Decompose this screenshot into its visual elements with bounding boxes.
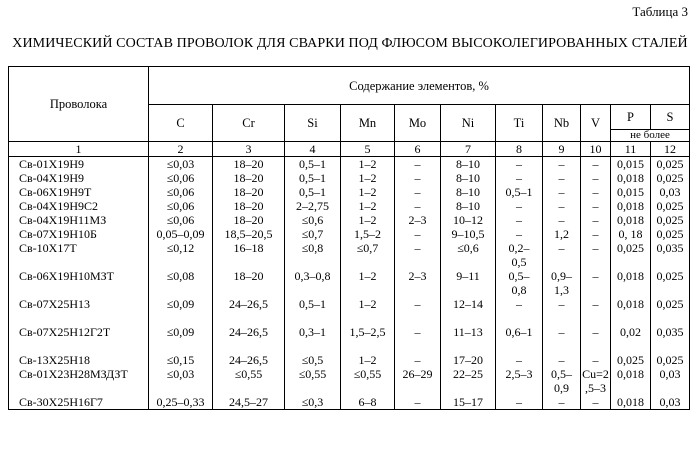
table-row [9,157,690,172]
cell-ti: – [496,199,543,213]
cell-si: 2–2,75 [285,199,341,213]
header-element: Mo [395,105,441,142]
wire-name: Св-07Х19Н10Б [9,227,149,241]
cell-mn: 1–2 [341,213,395,227]
header-element: V [581,105,611,142]
cell-nb: – [543,325,581,353]
cell-mn: 1–2 [341,157,395,172]
cell-ti: 0,5– 0,8 [496,269,543,297]
cell-c: ≤0,03 [149,367,213,395]
cell-p: 0, 18 [611,227,651,241]
cell-cr: 18–20 [213,199,285,213]
cell-p: 0,018 [611,297,651,325]
column-number: 12 [651,142,690,157]
cell-c: ≤0,09 [149,297,213,325]
header-wire: Проволока [9,67,149,142]
cell-mn: ≤0,7 [341,241,395,269]
cell-cr: 24–26,5 [213,353,285,367]
cell-mo: – [395,325,441,353]
cell-mo: 2–3 [395,213,441,227]
column-number: 7 [441,142,496,157]
cell-s: 0,03 [651,185,690,199]
cell-ti: – [496,297,543,325]
cell-ni: 9–11 [441,269,496,297]
cell-s: 0,025 [651,199,690,213]
cell-ni: 8–10 [441,185,496,199]
column-number: 6 [395,142,441,157]
cell-p: 0,018 [611,213,651,227]
cell-cr: 24–26,5 [213,325,285,353]
cell-v: – [581,199,611,213]
table-row [9,241,690,269]
table-row [9,227,690,241]
cell-nb: – [543,185,581,199]
table-row [9,213,690,227]
cell-ni: 9–10,5 [441,227,496,241]
cell-nb: 0,5– 0,9 [543,367,581,395]
cell-mn: 1–2 [341,353,395,367]
cell-cr: 24,5–27 [213,395,285,410]
cell-s: 0,025 [651,213,690,227]
cell-p: 0,018 [611,199,651,213]
header-element: Si [285,105,341,142]
cell-nb: – [543,157,581,172]
cell-mo: 26–29 [395,367,441,395]
cell-s: 0,035 [651,241,690,269]
cell-v: – [581,185,611,199]
cell-p: 0,015 [611,157,651,172]
column-number: 11 [611,142,651,157]
cell-mn: ≤0,55 [341,367,395,395]
wire-name: Св-04Х19Н11МЗ [9,213,149,227]
table-row [9,199,690,213]
cell-ni: 17–20 [441,353,496,367]
cell-si: ≤0,5 [285,353,341,367]
cell-ni: 8–10 [441,199,496,213]
header-element: Cr [213,105,285,142]
table-row [9,171,690,185]
cell-ti: 0,6–1 [496,325,543,353]
header-element: P [611,105,651,130]
wire-name: Св-06Х19Н9Т [9,185,149,199]
cell-nb: – [543,241,581,269]
cell-si: ≤0,8 [285,241,341,269]
cell-cr: 18–20 [213,269,285,297]
wire-name: Св-13Х25Н18 [9,353,149,367]
table-title: ХИМИЧЕСКИЙ СОСТАВ ПРОВОЛОК ДЛЯ СВАРКИ ПОД ФЛЮСОМ ВЫСОКОЛЕГИРОВАННЫХ СТАЛЕЙ [12,36,688,51]
cell-mn: 6–8 [341,395,395,410]
column-number: 4 [285,142,341,157]
cell-nb: 0,9– 1,3 [543,269,581,297]
cell-ti: – [496,227,543,241]
cell-mo: – [395,185,441,199]
cell-v: – [581,241,611,269]
cell-ni: 8–10 [441,157,496,172]
table-row [9,297,690,325]
cell-p: 0,025 [611,241,651,269]
header-no-more: не более [611,130,690,142]
cell-cr: 18,5–20,5 [213,227,285,241]
header-element: C [149,105,213,142]
cell-v: – [581,353,611,367]
cell-v: – [581,325,611,353]
cell-v: – [581,157,611,172]
table-row [9,353,690,367]
column-number: 9 [543,142,581,157]
cell-v: – [581,227,611,241]
cell-c: 0,25–0,33 [149,395,213,410]
cell-ni: 22–25 [441,367,496,395]
table-row [9,185,690,199]
cell-p: 0,015 [611,185,651,199]
cell-c: ≤0,06 [149,171,213,185]
cell-ti: 2,5–3 [496,367,543,395]
cell-si: 0,5–1 [285,157,341,172]
header-element: Ti [496,105,543,142]
cell-ti: – [496,157,543,172]
cell-si: 0,5–1 [285,185,341,199]
cell-p: 0,02 [611,325,651,353]
cell-si: ≤0,6 [285,213,341,227]
cell-si: ≤0,7 [285,227,341,241]
cell-v: – [581,171,611,185]
cell-ni: 11–13 [441,325,496,353]
cell-s: 0,025 [651,269,690,297]
cell-nb: – [543,297,581,325]
cell-mo: – [395,171,441,185]
header-element: S [651,105,690,130]
cell-s: 0,025 [651,353,690,367]
table-row [9,367,690,395]
cell-c: ≤0,15 [149,353,213,367]
table-row [9,269,690,297]
header-element: Mn [341,105,395,142]
cell-ti: – [496,171,543,185]
cell-c: ≤0,08 [149,269,213,297]
cell-p: 0,018 [611,171,651,185]
cell-c: ≤0,06 [149,213,213,227]
wire-name: Св-04Х19Н9 [9,171,149,185]
wire-name: Св-10Х17Т [9,241,149,269]
column-number: 10 [581,142,611,157]
cell-mo: – [395,353,441,367]
cell-p: 0,018 [611,395,651,410]
cell-ni: 12–14 [441,297,496,325]
cell-nb: – [543,395,581,410]
cell-ti: 0,5–1 [496,185,543,199]
cell-ni: ≤0,6 [441,241,496,269]
cell-s: 0,025 [651,297,690,325]
header-element: Ni [441,105,496,142]
cell-mo: – [395,199,441,213]
cell-v: – [581,269,611,297]
cell-cr: 18–20 [213,157,285,172]
cell-mo: – [395,241,441,269]
column-number: 8 [496,142,543,157]
header-content: Содержание элементов, % [149,67,690,105]
cell-nb: – [543,171,581,185]
cell-si: 0,3–1 [285,325,341,353]
cell-ni: 10–12 [441,213,496,227]
wire-name: Св-01Х19Н9 [9,157,149,172]
cell-p: 0,018 [611,269,651,297]
cell-mn: 1–2 [341,297,395,325]
cell-v: – [581,297,611,325]
cell-ti: – [496,213,543,227]
cell-nb: 1,2 [543,227,581,241]
cell-si: ≤0,55 [285,367,341,395]
cell-mn: 1–2 [341,171,395,185]
cell-s: 0,025 [651,157,690,172]
cell-si: 0,5–1 [285,171,341,185]
cell-cr: 24–26,5 [213,297,285,325]
cell-nb: – [543,213,581,227]
cell-s: 0,025 [651,227,690,241]
cell-s: 0,03 [651,395,690,410]
wire-name: Св-07Х25Н12Г2Т [9,325,149,353]
cell-cr: 18–20 [213,185,285,199]
cell-ti: – [496,353,543,367]
composition-table [8,66,690,410]
cell-mo: – [395,395,441,410]
cell-mn: 1–2 [341,269,395,297]
cell-v: Cu=2 ,5–3 [582,367,609,395]
wire-name: Св-07Х25Н13 [9,297,149,325]
cell-mn: 1,5–2,5 [341,325,395,353]
cell-mo: – [395,157,441,172]
cell-mn: 1–2 [341,199,395,213]
table-number: Таблица 3 [632,4,688,19]
cell-p: 0,025 [611,353,651,367]
cell-s: 0,03 [651,367,690,395]
cell-s: 0,035 [651,325,690,353]
column-number: 2 [149,142,213,157]
table-row [9,395,690,410]
cell-cr: ≤0,55 [213,367,285,395]
table-row [9,325,690,353]
cell-mn: 1,5–2 [341,227,395,241]
cell-c: 0,05–0,09 [149,227,213,241]
cell-mo: – [395,297,441,325]
cell-v: – [581,395,611,410]
cell-nb: – [543,199,581,213]
cell-v: – [581,213,611,227]
cell-cr: 16–18 [213,241,285,269]
cell-c: ≤0,06 [149,199,213,213]
cell-ni: 15–17 [441,395,496,410]
cell-c: ≤0,06 [149,185,213,199]
cell-mo: 2–3 [395,269,441,297]
wire-name: Св-30Х25Н16Г7 [9,395,149,410]
wire-name: Св-01Х23Н28МЗДЗТ [9,367,149,395]
cell-c: ≤0,12 [149,241,213,269]
cell-s: 0,025 [651,171,690,185]
cell-mo: – [395,227,441,241]
cell-si: 0,5–1 [285,297,341,325]
cell-si: ≤0,3 [285,395,341,410]
cell-ni: 8–10 [441,171,496,185]
cell-cr: 18–20 [213,213,285,227]
header-element: Nb [543,105,581,142]
cell-ti: – [496,395,543,410]
cell-c: ≤0,09 [149,325,213,353]
cell-ti: 0,2– 0,5 [496,241,543,269]
cell-cr: 18–20 [213,171,285,185]
wire-name: Св-06Х19Н10МЗТ [9,269,149,297]
cell-c: ≤0,03 [149,157,213,172]
wire-name: Св-04Х19Н9С2 [9,199,149,213]
column-number: 3 [213,142,285,157]
column-number: 1 [9,142,149,157]
cell-mn: 1–2 [341,185,395,199]
cell-nb: – [543,353,581,367]
column-number: 5 [341,142,395,157]
cell-si: 0,3–0,8 [285,269,341,297]
cell-p: 0,018 [611,367,651,395]
